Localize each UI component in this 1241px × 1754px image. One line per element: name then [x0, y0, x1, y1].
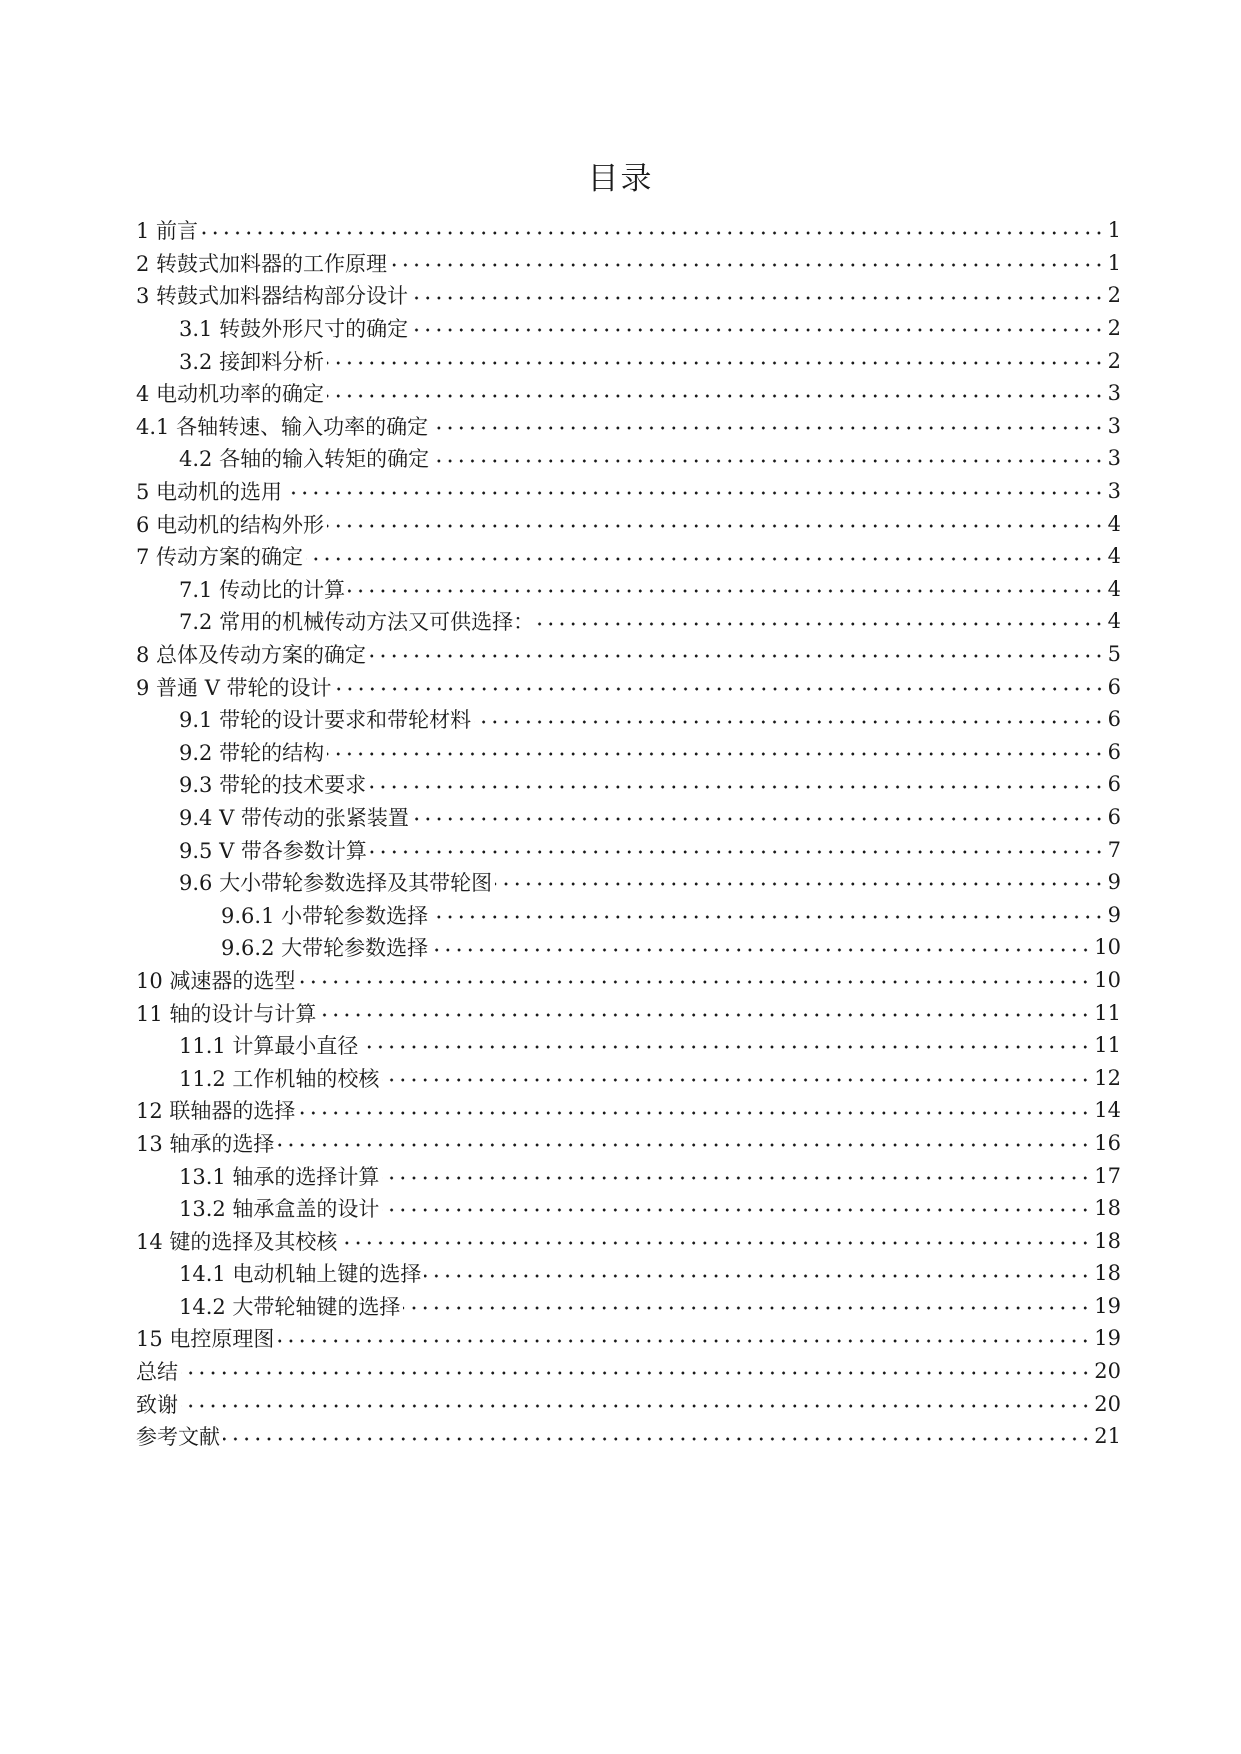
toc-entry[interactable] — [136, 573, 1121, 606]
toc-entry-title: 9 普通 V 带轮的设计 — [136, 675, 332, 700]
dot-leader — [285, 487, 1105, 499]
dot-leader — [327, 748, 1105, 760]
toc-entry[interactable] — [136, 214, 1121, 247]
toc-entry-title: 2 转鼓式加料器的工作原理 — [136, 251, 388, 276]
toc-entry[interactable] — [136, 1224, 1121, 1257]
toc-entry-page-number: 20 — [1094, 1391, 1121, 1416]
toc-entry[interactable] — [136, 1290, 1121, 1323]
dot-leader — [369, 781, 1105, 793]
toc-entry-page-number: 19 — [1094, 1326, 1121, 1351]
toc-entry-title: 9.6.1 小带轮参数选择 — [221, 903, 429, 928]
toc-entry[interactable] — [136, 344, 1121, 377]
toc-entry-title: 7.2 常用的机械传动方法又可供选择： — [179, 610, 535, 635]
toc-entry-title: 14 键的选择及其校核 — [136, 1229, 338, 1254]
dot-leader — [181, 1400, 1091, 1412]
toc-entry[interactable] — [136, 768, 1121, 801]
dot-leader — [382, 1204, 1091, 1216]
dot-leader — [361, 1041, 1091, 1053]
toc-entry-page-number: 1 — [1107, 250, 1121, 275]
dot-leader — [411, 324, 1105, 336]
dot-leader — [201, 227, 1105, 239]
toc-entry-page-number: 5 — [1107, 642, 1121, 667]
toc-entry-title: 参考文献 — [136, 1425, 220, 1450]
toc-entry-page-number: 11 — [1094, 1033, 1121, 1058]
toc-entry-title: 13.1 轴承的选择计算 — [179, 1164, 380, 1189]
dot-leader — [306, 553, 1105, 565]
toc-entry-page-number: 6 — [1107, 739, 1121, 764]
toc-entry-page-number: 16 — [1094, 1130, 1121, 1155]
toc-entry-page-number: 18 — [1094, 1196, 1121, 1221]
table-of-contents — [136, 214, 1121, 1453]
toc-entry-title: 11.1 计算最小直径 — [179, 1034, 359, 1059]
dot-leader — [340, 1237, 1091, 1249]
toc-entry-title: 4.2 各轴的输入转矩的确定 — [179, 447, 430, 472]
dot-leader — [319, 1009, 1091, 1021]
toc-entry-page-number: 2 — [1107, 283, 1121, 308]
toc-entry[interactable] — [136, 898, 1121, 931]
dot-leader — [382, 1074, 1091, 1086]
toc-entry-title: 4 电动机功率的确定 — [136, 382, 325, 407]
toc-entry-page-number: 14 — [1094, 1098, 1121, 1123]
dot-leader — [181, 1367, 1091, 1379]
toc-entry-title: 9.6 大小带轮参数选择及其带轮图 — [179, 871, 493, 896]
toc-entry-page-number: 4 — [1107, 511, 1121, 536]
toc-entry-title: 9.5 V 带各参数计算 — [179, 838, 367, 863]
toc-entry[interactable] — [136, 996, 1121, 1029]
dot-leader — [412, 813, 1105, 825]
toc-entry[interactable] — [136, 1387, 1121, 1420]
toc-entry-title: 9.4 V 带传动的张紧装置 — [179, 805, 409, 830]
toc-entry-page-number: 3 — [1107, 479, 1121, 504]
dot-leader — [370, 846, 1105, 858]
toc-entry-title: 13.2 轴承盒盖的设计 — [179, 1197, 380, 1222]
dot-leader — [298, 1107, 1091, 1119]
toc-entry[interactable] — [136, 1061, 1121, 1094]
dot-leader — [431, 911, 1105, 923]
toc-entry-title: 总结 — [136, 1360, 178, 1385]
toc-entry-page-number: 2 — [1107, 316, 1121, 341]
toc-entry[interactable] — [136, 377, 1121, 410]
toc-entry-page-number: 6 — [1107, 674, 1121, 699]
toc-entry-page-number: 11 — [1094, 1000, 1121, 1025]
toc-entry-page-number: 17 — [1094, 1163, 1121, 1188]
toc-entry-title: 3.2 接卸料分析 — [179, 349, 325, 374]
toc-entry[interactable] — [136, 442, 1121, 475]
toc-entry-title: 11 轴的设计与计算 — [136, 1001, 317, 1026]
toc-entry-title: 6 电动机的结构外形 — [136, 512, 325, 537]
dot-leader — [335, 683, 1105, 695]
toc-entry-page-number: 18 — [1094, 1228, 1121, 1253]
toc-entry[interactable] — [136, 507, 1121, 540]
toc-entry-page-number: 3 — [1107, 381, 1121, 406]
toc-entry[interactable] — [136, 312, 1121, 345]
dot-leader — [327, 520, 1105, 532]
toc-entry-title: 14.2 大带轮轴键的选择 — [179, 1294, 401, 1319]
toc-entry-title: 8 总体及传动方案的确定 — [136, 643, 367, 668]
toc-entry-title: 4.1 各轴转速、输入功率的确定 — [136, 414, 429, 439]
toc-entry-title: 致谢 — [136, 1392, 178, 1417]
toc-entry[interactable] — [136, 540, 1121, 573]
toc-entry-title: 3.1 转鼓外形尺寸的确定 — [179, 317, 409, 342]
toc-entry[interactable] — [136, 1192, 1121, 1225]
toc-entry-title: 9.1 带轮的设计要求和带轮材料 — [179, 708, 472, 733]
toc-entry-page-number: 2 — [1107, 348, 1121, 373]
toc-entry[interactable] — [136, 703, 1121, 736]
dot-leader — [327, 390, 1105, 402]
toc-entry-title: 14.1 电动机轴上键的选择 — [179, 1262, 422, 1287]
toc-entry[interactable] — [136, 1420, 1121, 1453]
dot-leader — [403, 1302, 1091, 1314]
toc-entry-page-number: 19 — [1094, 1293, 1121, 1318]
toc-entry-page-number: 18 — [1094, 1261, 1121, 1286]
toc-entry[interactable] — [136, 801, 1121, 834]
toc-entry[interactable] — [136, 866, 1121, 899]
dot-leader — [474, 716, 1105, 728]
toc-entry-page-number: 3 — [1107, 446, 1121, 471]
toc-entry-page-number: 10 — [1094, 967, 1121, 992]
dot-leader — [277, 1139, 1091, 1151]
toc-entry[interactable] — [136, 247, 1121, 280]
dot-leader — [537, 618, 1105, 630]
toc-entry[interactable] — [136, 1029, 1121, 1062]
toc-entry-title: 13 轴承的选择 — [136, 1131, 275, 1156]
toc-entry-page-number: 3 — [1107, 413, 1121, 438]
toc-entry[interactable] — [136, 964, 1121, 997]
toc-entry[interactable] — [136, 1257, 1121, 1290]
toc-entry[interactable] — [136, 410, 1121, 443]
toc-entry[interactable] — [136, 1094, 1121, 1127]
dot-leader — [431, 422, 1105, 434]
toc-entry-page-number: 6 — [1107, 804, 1121, 829]
toc-entry[interactable] — [136, 475, 1121, 508]
toc-entry[interactable] — [136, 931, 1121, 964]
dot-leader — [432, 455, 1105, 467]
dot-leader — [382, 1172, 1091, 1184]
dot-leader — [277, 1335, 1091, 1347]
toc-entry[interactable] — [136, 1127, 1121, 1160]
toc-entry-page-number: 20 — [1094, 1359, 1121, 1384]
toc-entry[interactable] — [136, 670, 1121, 703]
dot-leader — [424, 1270, 1091, 1282]
toc-entry-page-number: 6 — [1107, 772, 1121, 797]
dot-leader — [431, 944, 1091, 956]
toc-entry-page-number: 6 — [1107, 707, 1121, 732]
toc-entry[interactable] — [136, 638, 1121, 671]
toc-entry-title: 9.3 带轮的技术要求 — [179, 773, 367, 798]
toc-entry[interactable] — [136, 605, 1121, 638]
toc-entry[interactable] — [136, 1322, 1121, 1355]
toc-entry-title: 9.6.2 大带轮参数选择 — [221, 936, 429, 961]
toc-entry[interactable] — [136, 1159, 1121, 1192]
toc-entry-page-number: 9 — [1107, 870, 1121, 895]
toc-entry-page-number: 21 — [1094, 1424, 1121, 1449]
dot-leader — [298, 976, 1091, 988]
toc-entry-title: 1 前言 — [136, 219, 199, 244]
dot-leader — [411, 292, 1105, 304]
dot-leader — [223, 1433, 1091, 1445]
dot-leader — [327, 357, 1105, 369]
toc-entry-title: 10 减速器的选型 — [136, 968, 296, 993]
toc-entry[interactable] — [136, 833, 1121, 866]
toc-title: 目录 — [587, 161, 654, 197]
toc-entry-title: 7.1 传动比的计算 — [179, 577, 346, 602]
toc-entry-page-number: 9 — [1107, 902, 1121, 927]
dot-leader — [348, 585, 1105, 597]
dot-leader — [495, 878, 1105, 890]
dot-leader — [369, 650, 1105, 662]
toc-entry-title: 11.2 工作机轴的校核 — [179, 1066, 380, 1091]
dot-leader — [390, 259, 1105, 271]
toc-entry-page-number: 7 — [1107, 837, 1121, 862]
toc-entry-title: 9.2 带轮的结构 — [179, 740, 325, 765]
toc-entry-page-number: 10 — [1094, 935, 1121, 960]
toc-entry[interactable] — [136, 1355, 1121, 1388]
toc-entry-page-number: 12 — [1094, 1065, 1121, 1090]
toc-entry-page-number: 4 — [1107, 576, 1121, 601]
toc-entry-title: 12 联轴器的选择 — [136, 1099, 296, 1124]
toc-entry-page-number: 1 — [1107, 218, 1121, 243]
toc-entry-page-number: 4 — [1107, 544, 1121, 569]
toc-entry-title: 7 传动方案的确定 — [136, 545, 304, 570]
toc-entry-page-number: 4 — [1107, 609, 1121, 634]
toc-entry[interactable] — [136, 279, 1121, 312]
toc-entry-title: 15 电控原理图 — [136, 1327, 275, 1352]
toc-entry[interactable] — [136, 736, 1121, 769]
toc-entry-title: 3 转鼓式加料器结构部分设计 — [136, 284, 409, 309]
toc-entry-title: 5 电动机的选用 — [136, 480, 283, 505]
